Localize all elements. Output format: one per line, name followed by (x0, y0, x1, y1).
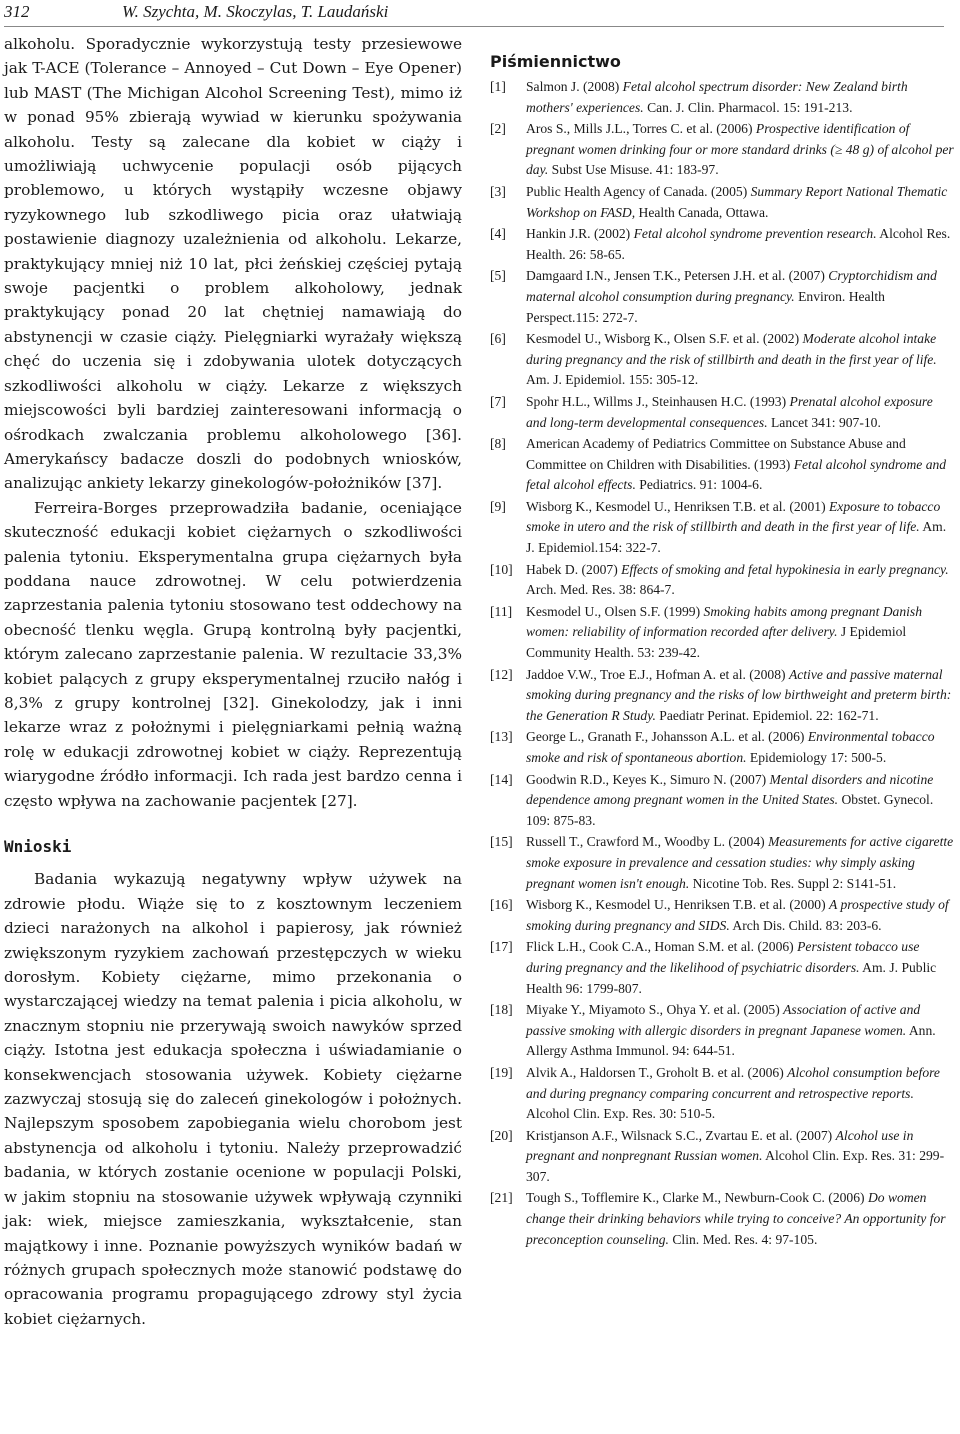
reference-title: Cryptorchidism and maternal alcohol consumption during pregnancy. (526, 268, 937, 304)
reference-title: Alcohol consumption before and during pregnancy comparing concurrent and retrospective reports. (526, 1064, 940, 1101)
reference-item (490, 602, 956, 664)
reference-text (526, 602, 956, 664)
reference-text (526, 182, 956, 223)
reference-text (526, 392, 956, 433)
reference-text (526, 937, 956, 999)
reference-text (526, 224, 956, 265)
reference-number: [5] (490, 268, 506, 284)
conclusions-paragraph: Badania wykazują negatywny wpływ używek na zdrowie płodu. Wiąże się to z kosztownym leczeniem dzieci narażonych na alkohol i papierosy, jak również zwiększonym ryzykiem zachowań przestępczych w wieku dorosłym. Kobiety ciężarne, mimo przekonania o wystarczającej wiedzy na temat palenia i picia alkoholu, w znacznym stopniu nie przerywają swoich nawyków sprzed ciąży. Istotna jest edukacja społeczna i uświadamianie o konsekwencjach stosowania używek. Kobiety ciężarne zazwyczaj stosują się do zaleceń ginekologów i położnych. Najlepszym sposobem zapobiegania wielu chorobom jest abstynencja od alkoholu i tytoniu. Należy przeprowadzić badania, w których zostanie ocenione w populacji Polski, w jakim stopniu na stosowanie używek wpływają czynniki jak: wiek, miejsce zamieszkania, wykształcenie, stan majątkowy i inne. Poznanie powyższych wyników badań w różnych grupach społecznych może stanowić podstawę do opracowania programu propagującego zdrowy styl życia kobiet ciężarnych. (4, 870, 462, 1328)
reference-authors: Miyake Y., Miyamoto S., Ohya Y. et al. (2005) (526, 1002, 784, 1018)
reference-authors: Kesmodel U., Olsen S.F. (1999) (526, 603, 704, 619)
reference-item (490, 727, 956, 768)
reference-title: Prospective identification of pregnant women drinking four or more standard drinks (≥ 48 g) of alcohol per day. (526, 121, 954, 178)
reference-item (490, 392, 956, 433)
reference-authors: Wisborg K., Kesmodel U., Henriksen T.B. et al. (2001) (526, 498, 829, 514)
reference-number: [10] (490, 561, 513, 577)
reference-authors: Hankin J.R. (2002) (526, 226, 634, 242)
reference-text (526, 497, 956, 559)
reference-authors: Alvik A., Haldorsen T., Groholt B. et al. (2006) (526, 1064, 788, 1080)
reference-authors: Kesmodel U., Wisborg K., Olsen S.F. et al. (2002) (526, 331, 803, 347)
reference-text (526, 727, 956, 768)
reference-title: Mental disorders and nicotine dependence among pregnant women in the United States. (526, 771, 934, 808)
reference-title: Alcohol use in pregnant and nonpregnant Russian women. (526, 1127, 914, 1164)
reference-title: Exposure to tobacco smoke in utero and the risk of stillbirth and death in the first year of life. (526, 498, 941, 535)
conclusions-heading: Wnioski (4, 837, 72, 856)
reference-source: Alcohol Clin. Exp. Res. 30: 510-5. (526, 1106, 716, 1122)
reference-title: A prospective study of smoking during pregnancy and SIDS. (526, 897, 949, 933)
reference-source: Can. J. Clin. Pharmacol. 15: 191-213. (643, 99, 853, 115)
reference-number: [14] (490, 771, 513, 787)
reference-title: Fetal alcohol syndrome and fetal alcohol effects. (526, 456, 947, 493)
running-head-authors: W. Szychta, M. Skoczylas, T. Laudański (122, 2, 389, 21)
page-number: 312 (4, 2, 30, 21)
reference-text (526, 1000, 956, 1062)
references-section (490, 52, 956, 1251)
reference-authors: Aros S., Mills J.L., Torres C. et al. (2006) (526, 121, 756, 137)
reference-item (490, 560, 956, 601)
reference-text (526, 770, 956, 832)
reference-number: [17] (490, 939, 513, 955)
reference-text (526, 832, 956, 894)
reference-number: [2] (490, 121, 506, 137)
reference-number: [7] (490, 393, 506, 409)
reference-item (490, 937, 956, 999)
reference-authors: Tough S., Tofflemire K., Clarke M., Newburn-Cook C. (2006) (526, 1190, 868, 1206)
reference-text (526, 329, 956, 391)
references-heading: Piśmiennictwo (490, 52, 621, 71)
reference-source: Ann. Allergy Asthma Immunol. 94: 644-51. (526, 1022, 936, 1059)
reference-number: [15] (490, 834, 513, 850)
reference-source: Nicotine Tob. Res. Suppl 2: S141-51. (689, 875, 897, 891)
reference-number: [6] (490, 331, 506, 347)
reference-item (490, 832, 956, 894)
reference-title: Summary Report National Thematic Workshop on FASD, (526, 183, 948, 220)
reference-number: [9] (490, 498, 506, 514)
reference-title: Effects of smoking and fetal hypokinesia in early pregnancy. (621, 561, 949, 577)
reference-source: Alcohol Res. Health. 26: 58-65. (526, 226, 951, 262)
reference-source: Lancet 341: 907-10. (767, 414, 881, 430)
reference-authors: Wisborg K., Kesmodel U., Henriksen T.B. et al. (2000) (526, 897, 829, 913)
reference-source: Health Canada, Ottawa. (635, 204, 769, 220)
reference-item (490, 119, 956, 181)
reference-authors: Russell T., Crawford M., Woodby L. (2004) (526, 834, 769, 850)
reference-text (526, 119, 956, 181)
reference-title: Association of active and passive smoking with allergic disorders in pregnant Japanese women. (526, 1002, 921, 1038)
reference-source: Am. J. Epidemiol. 155: 305-12. (526, 372, 699, 388)
references-list (490, 77, 956, 1250)
reference-source: Alcohol Clin. Exp. Res. 31: 299-307. (526, 1148, 945, 1184)
reference-item (490, 497, 956, 559)
reference-title: Prenatal alcohol exposure and long-term developmental consequences. (526, 393, 933, 430)
reference-item (490, 1188, 956, 1250)
reference-item (490, 1063, 956, 1125)
body-paragraph-1: alkoholu. Sporadycznie wykorzystują testy przesiewowe jak T-ACE (Tolerance – Annoyed – Cut Down – Eye Opener) lub MAST (The Michigan Alcohol Screening Test), mimo iż w ponad 95% zbierają wywiad w kierunku spożywania alkoholu. Testy są zalecane dla kobiet w ciąży i umożliwiają uchwycenie populacji osób pijących problemowo, u których wystąpiły wczesne objawy ryzykownego lub szkodliwego picia oraz ułatwiają postawienie diagnozy uzależnienia od alkoholu. Lekarze, praktykujący mniej niż 10 lat, płci żeńskiej częściej pytają swoje pacjentki o problem alkoholowy, jednak praktykujący ponad 20 lat chętniej namawiają do abstynencji w czasie ciąży. Pielęgniarki wyrażały większą chęć do uczenia się i zdobywania ulotek dotyczących szkodliwości alkoholu w ciąży. Lekarze z większych miejscowości byli bardziej zainteresowani informacją o ośrodkach zwalczania problemu alkoholowego [36]. Amerykańscy badacze doszli do podobnych wniosków, analizując ankiety lekarzy ginekologów-położników [37]. (4, 35, 462, 493)
reference-title: Smoking habits among pregnant Danish women: reliability of information recorded after delivery. (526, 603, 923, 640)
reference-source: Paediatr Perinat. Epidemiol. 22: 162-71. (655, 707, 879, 723)
reference-text (526, 560, 956, 601)
reference-number: [8] (490, 436, 506, 452)
reference-text (526, 1063, 956, 1125)
reference-number: [20] (490, 1127, 513, 1143)
page-header (4, 2, 944, 26)
reference-number: [11] (490, 603, 513, 619)
reference-number: [4] (490, 226, 506, 242)
reference-text (526, 895, 956, 936)
reference-title: Persistent tobacco use during pregnancy and the likelihood of psychiatric disorders. (526, 939, 920, 975)
reference-text (526, 266, 956, 328)
reference-authors: Public Health Agency of Canada. (2005) (526, 183, 751, 199)
reference-source: Environ. Health Perspect.115: 272-7. (526, 288, 885, 325)
reference-title: Fetal alcohol syndrome prevention research. (633, 226, 877, 242)
reference-text (526, 1188, 956, 1250)
reference-title: Environmental tobacco smoke and risk of spontaneous abortion. (526, 729, 935, 765)
reference-authors: Damgaard I.N., Jensen T.K., Petersen J.H. et al. (2007) (526, 268, 829, 284)
reference-source: Arch. Med. Res. 38: 864-7. (526, 582, 675, 598)
reference-source: Subst Use Misuse. 41: 183-97. (548, 162, 719, 178)
reference-item (490, 434, 956, 496)
reference-source: Pediatrics. 91: 1004-6. (635, 477, 763, 493)
header-rule (4, 26, 944, 27)
body-paragraph-2: Ferreira-Borges przeprowadziła badanie, oceniające skuteczność edukacji kobiet ciężarnych o szkodliwości palenia tytoniu. Eksperymentalna grupa ciężarnych była poddana nauce zdrowotnej. W celu potwierdzenia zaprzestania palenia tytoniu stosowano test oddechowy na obecność tlenku węgla. Grupą kontrolną były pacjentki, którym zalecano zaprzestanie palenia. W rezultacie 33,3% kobiet palących z grupy eksperymentalnej rzuciło nałóg i 8,3% z grupy kontrolnej [32]. Ginekolodzy, jak i inni lekarze wraz z położnymi i pielęgniarkami pełnią ważną rolę w edukacji zdrowotnej kobiet w ciąży. Reprezentują wiarygodne źródło informacji. Ich rada jest bardzo cenna i często wpływa na zachowanie pacjentek [27]. (4, 498, 462, 810)
reference-number: [13] (490, 729, 513, 745)
reference-authors: Spohr H.L., Willms J., Steinhausen H.C. (1993) (526, 393, 790, 409)
reference-source: Am. J. Epidemiol.154: 322-7. (526, 519, 947, 556)
reference-text (526, 665, 956, 727)
reference-number: [1] (490, 79, 506, 94)
reference-item (490, 182, 956, 223)
left-column (4, 32, 462, 1331)
reference-number: [16] (490, 897, 513, 913)
reference-title: Moderate alcohol intake during pregnancy and the risk of stillbirth and death in the first year of life. (526, 331, 937, 367)
reference-source: J Epidemiol Community Health. 53: 239-42. (526, 624, 907, 661)
reference-authors: Jaddoe V.W., Troe E.J., Hofman A. et al. (2008) (526, 666, 789, 682)
reference-authors: Salmon J. (2008) (526, 79, 623, 94)
reference-source: Obstet. Gynecol. 109: 875-83. (526, 792, 934, 828)
reference-title: Fetal alcohol spectrum disorder: New Zealand birth mothers' experiences. (526, 79, 908, 115)
reference-item (490, 266, 956, 328)
reference-authors: Flick L.H., Cook C.A., Homan S.M. et al. (2006) (526, 939, 798, 955)
reference-number: [3] (490, 183, 506, 199)
reference-item (490, 895, 956, 936)
reference-source: Arch Dis. Child. 83: 203-6. (729, 917, 882, 933)
reference-authors: George L., Granath F., Johansson A.L. et al. (2006) (526, 729, 808, 745)
reference-source: Clin. Med. Res. 4: 97-105. (668, 1231, 818, 1247)
reference-authors: Kristjanson A.F., Wilsnack S.C., Zvartau E. et al. (2007) (526, 1127, 836, 1143)
reference-text (526, 434, 956, 496)
reference-item (490, 224, 956, 265)
reference-number: [12] (490, 666, 513, 682)
reference-item (490, 329, 956, 391)
reference-authors: American Academy of Pediatrics Committee on Substance Abuse and Committee on Children with Disabilities. (1993) (526, 436, 906, 472)
reference-title: Active and passive maternal smoking during pregnancy and the risks of low birthweight and preterm birth: the Generation R Study. (526, 666, 952, 723)
reference-item (490, 77, 956, 118)
reference-item (490, 1000, 956, 1062)
reference-number: [19] (490, 1064, 513, 1080)
reference-text (526, 77, 956, 118)
reference-authors: Goodwin R.D., Keyes K., Simuro N. (2007) (526, 771, 770, 787)
reference-authors: Habek D. (2007) (526, 561, 622, 577)
reference-source: Epidemiology 17: 500-5. (746, 750, 887, 765)
reference-title: Measurements for active cigarette smoke exposure in prevalence and cessation studies: why simply asking pregnant women isn't enough. (526, 834, 954, 891)
reference-source: Am. J. Public Health 96: 1799-807. (526, 959, 937, 996)
reference-item (490, 665, 956, 727)
reference-item (490, 1126, 956, 1188)
reference-item (490, 770, 956, 832)
reference-title: Do women change their drinking behaviors while trying to conceive? An opportunity for preconception counseling. (526, 1190, 946, 1247)
reference-number: [21] (490, 1190, 513, 1206)
reference-text (526, 1126, 956, 1188)
reference-number: [18] (490, 1002, 513, 1018)
